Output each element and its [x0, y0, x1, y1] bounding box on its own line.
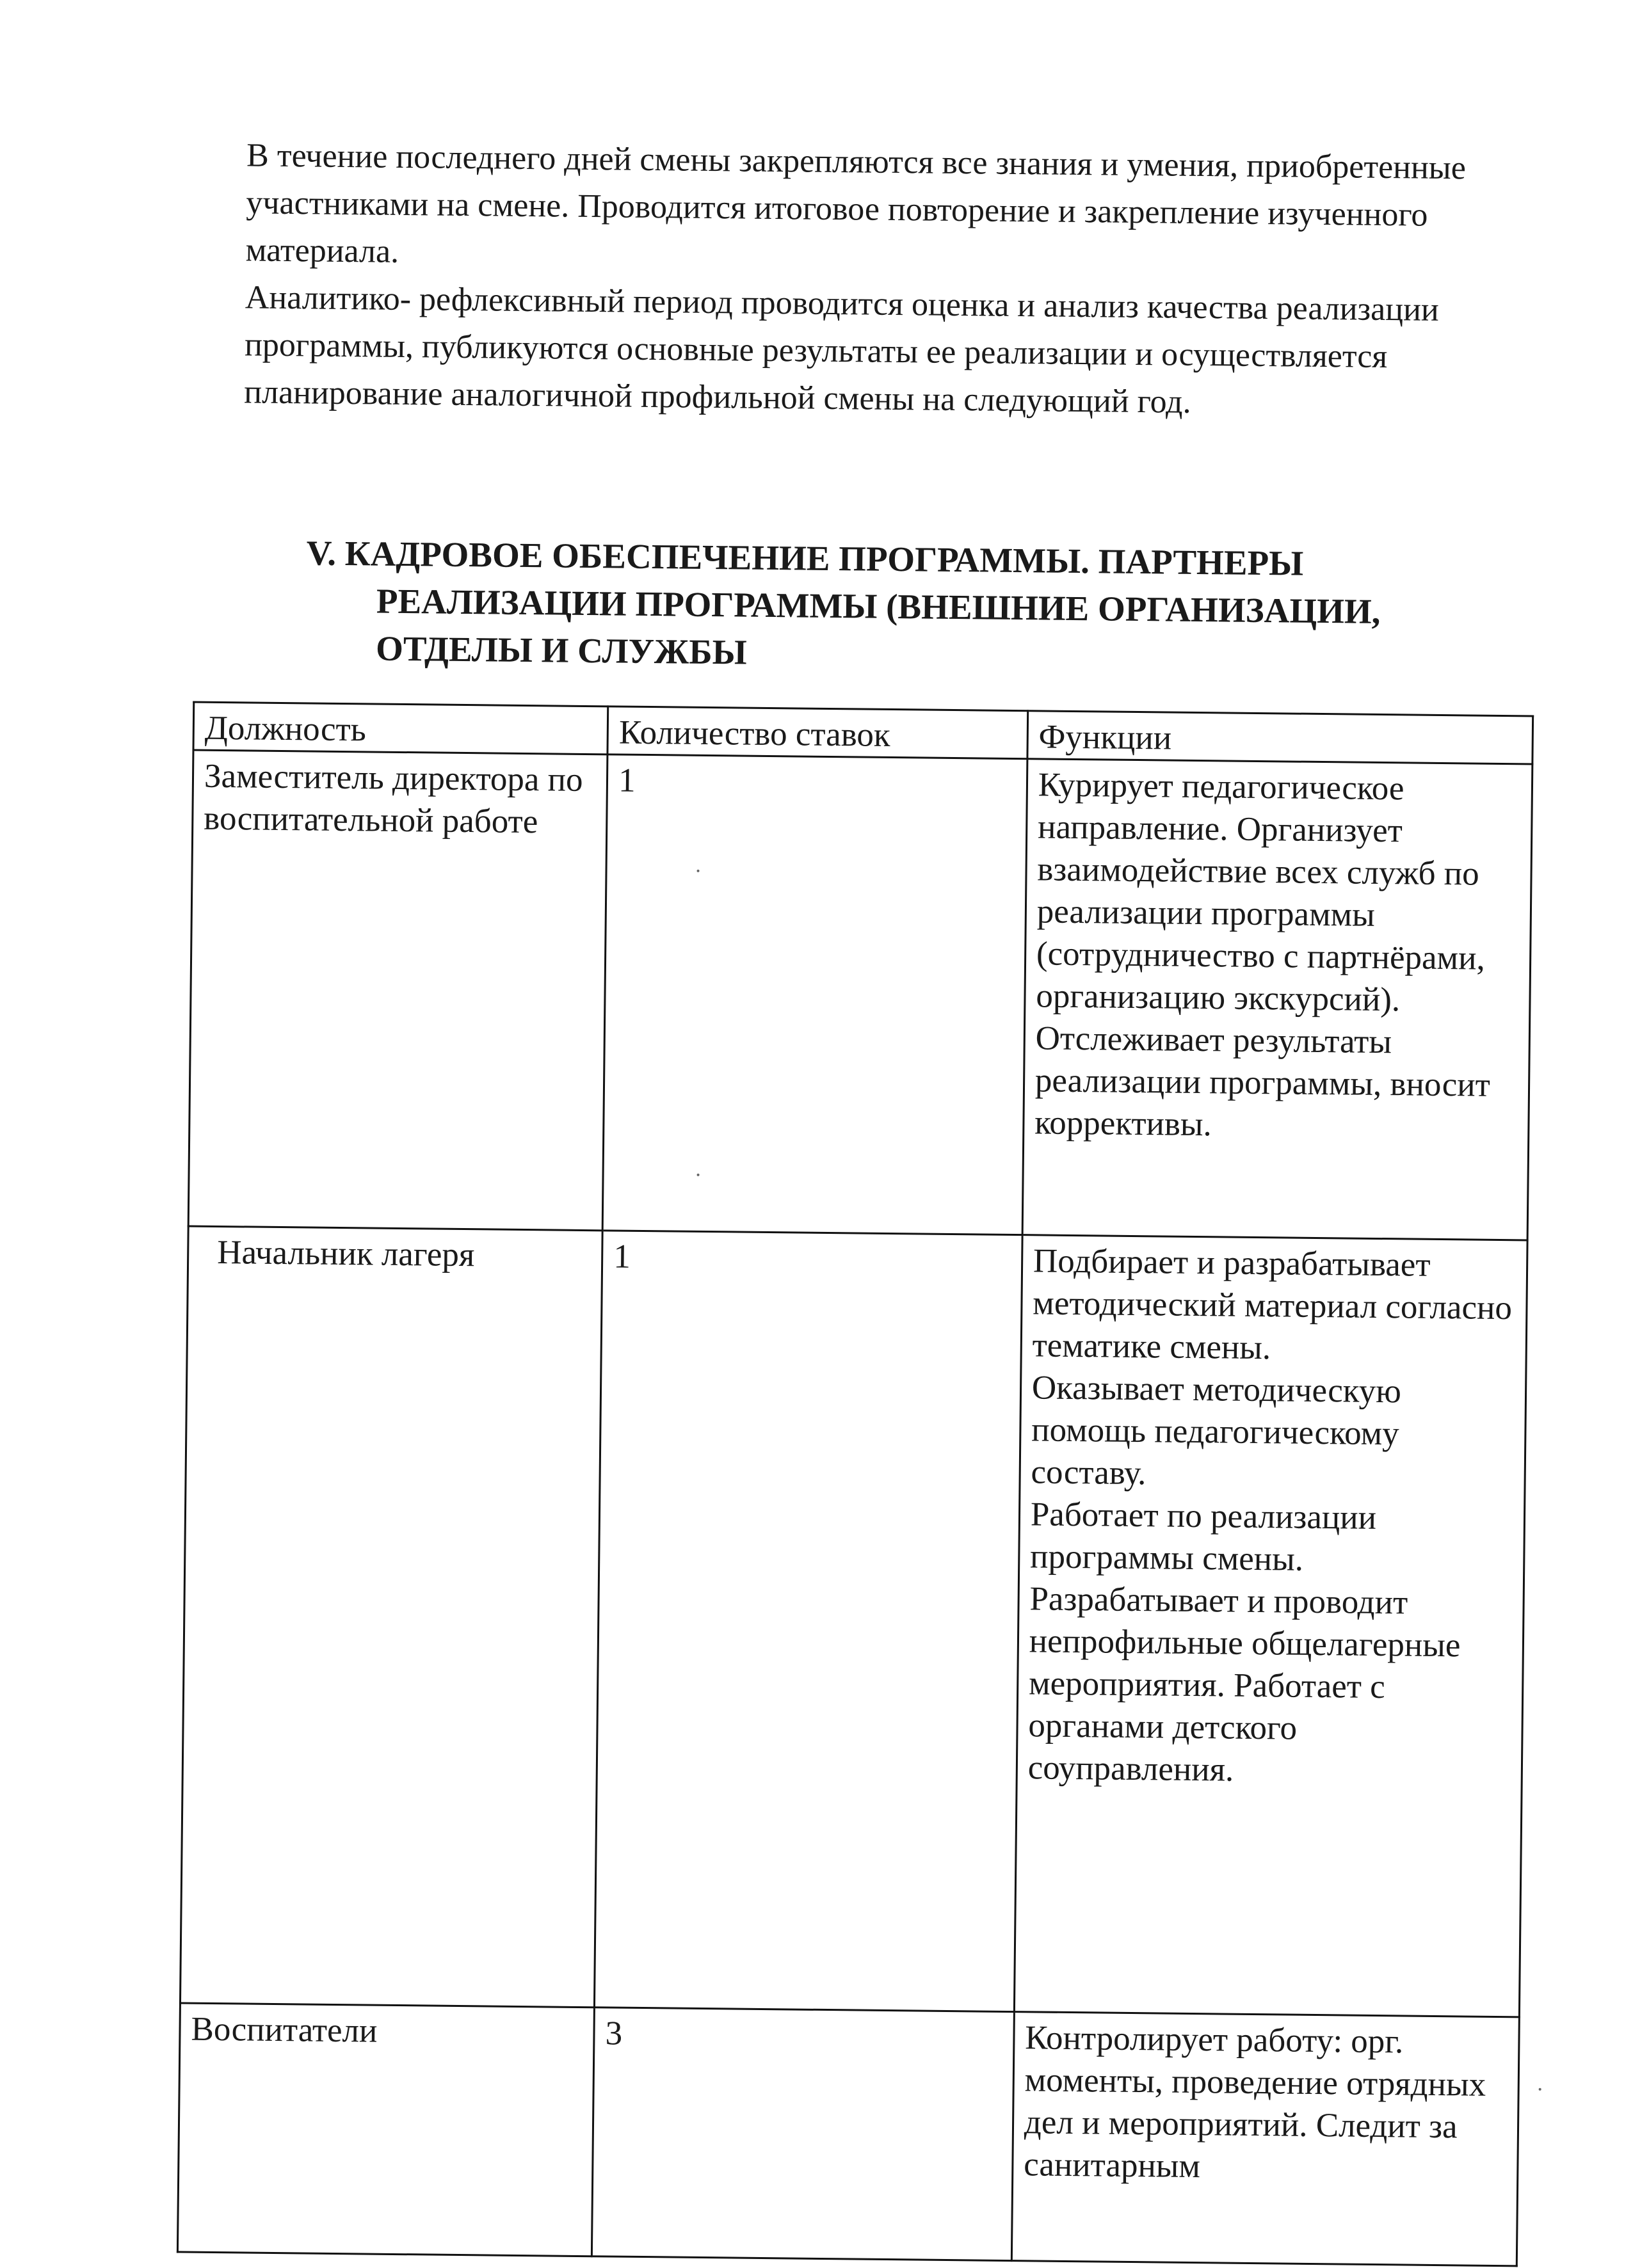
- cell-functions: [1014, 1235, 1527, 2017]
- header-count: Количество ставок: [607, 707, 1027, 759]
- function-item: Подбирает и разрабатывает методический материал согласно тематике смены.: [1032, 1242, 1513, 1367]
- table-row: [177, 2003, 1519, 2266]
- function-item: Оказывает методическую помощь педагогическому составу.: [1031, 1369, 1402, 1492]
- header-functions: Функции: [1027, 711, 1533, 764]
- intro-paragraph-1: В течение последнего дней смены закрепляются все знания и умения, приобретенные участниками на смене. Проводится итоговое повторение и закрепление изученного материала.: [245, 137, 1467, 270]
- intro-paragraph-2: Аналитико- рефлексивный период проводится оценка и анализ качества реализации программы, публикуются основные результаты ее реализации и осуществляется планирование аналогичной профильной смены на следующий год.: [244, 279, 1440, 420]
- cell-count: 1: [595, 1231, 1022, 2012]
- position-label: Воспитатели: [191, 2010, 378, 2050]
- scan-speck: [697, 1174, 700, 1176]
- section-heading-line-2: РЕАЛИЗАЦИИ ПРОГРАММЫ (ВНЕШНИЕ ОРГАНИЗАЦИИ,: [376, 581, 1381, 631]
- staff-table: [177, 701, 1534, 2267]
- scan-speck: [697, 870, 700, 872]
- cell-position: [180, 1226, 602, 2008]
- intro-text: [244, 132, 1515, 429]
- function-item: Работает по реализации программы смены.: [1029, 1496, 1377, 1578]
- table-row: [180, 1226, 1527, 2017]
- table-row: [188, 750, 1532, 1240]
- cell-position: [177, 2003, 594, 2256]
- position-label: Начальник лагеря: [216, 1234, 475, 1274]
- cell-functions: Курирует педагогическое направление. Организует взаимодействие всех служб по реализации программы (сотрудничество с партнёрами, организацию экскурсий). Отслеживает результаты реализации программы, вносит коррективы.: [1022, 759, 1532, 1240]
- section-heading-line-3: ОТДЕЛЫ И СЛУЖБЫ: [375, 628, 747, 672]
- function-item: Разрабатывает и проводит непрофильные общелагерные мероприятия. Работает с органами детского соуправления.: [1027, 1580, 1461, 1789]
- cell-count: 3: [592, 2008, 1015, 2261]
- position-label: Заместитель директора по воспитательной работе: [204, 757, 583, 841]
- section-heading: [305, 529, 1523, 684]
- cell-functions: Контролирует работу: орг. моменты, проведение отрядных дел и мероприятий. Следит за санитарным: [1011, 2012, 1519, 2266]
- header-position: Должность: [193, 702, 608, 755]
- section-heading-line-1: V. КАДРОВОЕ ОБЕСПЕЧЕНИЕ ПРОГРАММЫ. ПАРТНЕРЫ: [306, 533, 1304, 583]
- cell-count: 1: [602, 755, 1027, 1235]
- cell-position: [188, 750, 607, 1231]
- scan-speck: [1539, 2088, 1541, 2091]
